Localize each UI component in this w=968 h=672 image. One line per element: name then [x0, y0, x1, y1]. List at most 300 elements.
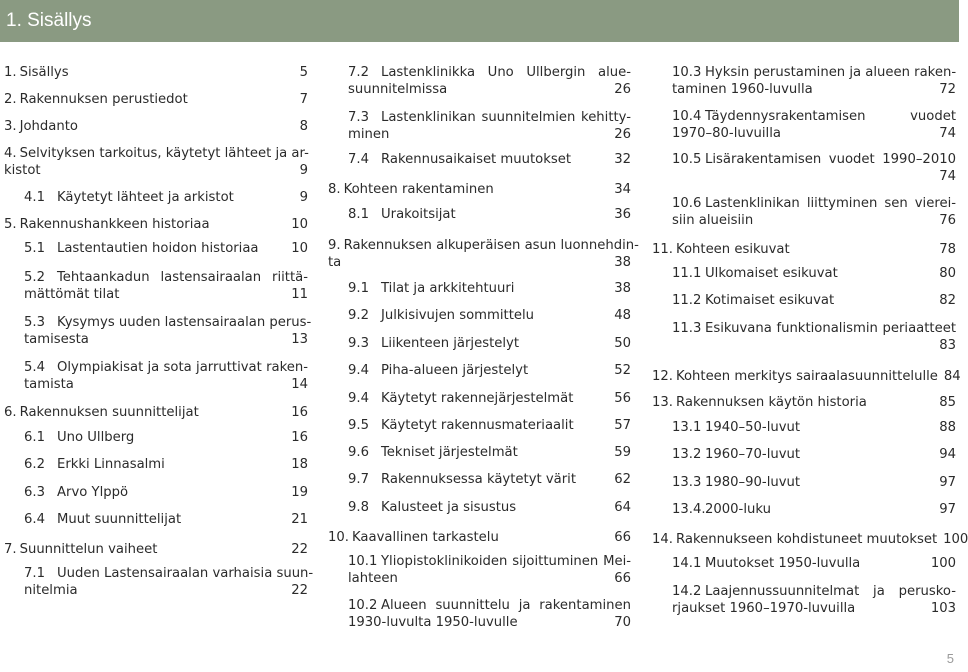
- toc-entry-text-wrap: [24, 566, 313, 581]
- toc-entry-text-wrap: [24, 484, 128, 501]
- toc-entry-title: Rakennuksessa käytetyt värit: [381, 472, 576, 487]
- toc-entry-title: Hyksin perustaminen ja alueen raken-: [705, 65, 957, 80]
- toc-entry-text-wrap: [348, 110, 631, 125]
- toc-entry-line: [672, 583, 956, 600]
- toc-entry-page: 10: [291, 241, 308, 256]
- toc-entry-line: [4, 118, 308, 135]
- toc-entry-page: 14: [291, 377, 308, 392]
- toc-entry-number: 9.7: [348, 472, 369, 487]
- toc-entry-line: [348, 206, 631, 223]
- toc-entry-line: [348, 109, 631, 126]
- toc-entry-text-wrap: [348, 206, 456, 223]
- toc-entry-page: 88: [939, 420, 956, 435]
- toc-entry[interactable]: [24, 511, 308, 528]
- toc-entry-page: 32: [614, 152, 631, 167]
- toc-entry[interactable]: [348, 335, 631, 352]
- toc-entry-text-wrap: [652, 241, 790, 258]
- toc-entry-page: 19: [291, 485, 308, 500]
- toc-entry[interactable]: [348, 499, 631, 516]
- toc-entry-text-wrap: [348, 471, 576, 488]
- toc-entry[interactable]: [4, 541, 308, 558]
- toc-entry-line: [348, 307, 631, 324]
- toc-entry[interactable]: [24, 456, 308, 473]
- toc-entry-number: 7.3: [348, 110, 369, 125]
- toc-entry-page: 64: [614, 500, 631, 515]
- toc-entry[interactable]: [24, 565, 314, 599]
- toc-entry-line: [24, 269, 308, 286]
- toc-entry-title: Ulkomaiset esikuvat: [705, 266, 838, 281]
- toc-entry[interactable]: [672, 292, 956, 309]
- toc-entry-number: 6.2: [24, 457, 45, 472]
- toc-entry-line: [348, 390, 631, 407]
- toc-entry-page: 18: [291, 457, 308, 472]
- toc-entry-text-wrap: [4, 146, 309, 161]
- toc-entry-text-wrap: [24, 429, 134, 446]
- toc-entry-text-wrap: [672, 81, 813, 98]
- toc-entry-number: 9.6: [348, 445, 369, 460]
- toc-entry-title: Arvo Ylppö: [57, 485, 129, 500]
- toc-entry-line: [672, 292, 956, 309]
- toc-entry-page: 26: [614, 127, 631, 142]
- toc-entry[interactable]: [4, 145, 308, 179]
- toc-entry-title: Kohteen esikuvat: [675, 242, 790, 257]
- toc-entry-number: 11.2: [672, 293, 702, 308]
- toc-entry-line: [672, 600, 956, 617]
- toc-entry-title: Tehtaankadun lastensairaalan riittä-: [57, 270, 308, 285]
- toc-entry-title: Erkki Linnasalmi: [57, 457, 165, 472]
- toc-entry[interactable]: [672, 446, 956, 463]
- toc-entry-line: [672, 501, 956, 518]
- toc-entry-title: Suunnittelun vaiheet: [19, 542, 158, 557]
- toc-entry-number: 10.3: [672, 65, 702, 80]
- toc-entry-line: [672, 320, 956, 337]
- toc-entry-text-wrap: [672, 125, 781, 142]
- toc-entry-number: 7.4: [348, 152, 369, 167]
- toc-entry-text-wrap: [348, 417, 574, 434]
- toc-entry-text-wrap: [348, 65, 631, 80]
- toc-entry[interactable]: [672, 419, 956, 436]
- toc-entry[interactable]: [348, 206, 631, 223]
- toc-entry-line: [4, 162, 308, 179]
- toc-entry[interactable]: [328, 181, 631, 198]
- toc-entry-text-wrap: [24, 376, 74, 393]
- toc-entry-text-wrap: [4, 64, 69, 81]
- toc-entry[interactable]: [4, 64, 308, 81]
- toc-entry-line: [328, 237, 639, 254]
- toc-entry-text-wrap: [672, 265, 838, 282]
- toc-entry-number: 10.5: [672, 152, 702, 167]
- toc-entry-page: 83: [939, 338, 956, 353]
- toc-entry-number: 13.3: [672, 475, 702, 490]
- toc-entry-number: 6.1: [24, 430, 45, 445]
- toc-entry-title: Rakennuksen perustiedot: [19, 92, 188, 107]
- toc-entry[interactable]: [348, 109, 631, 143]
- toc-entry[interactable]: [672, 195, 956, 229]
- toc-entry-page: 56: [614, 391, 631, 406]
- toc-entry-text-wrap: [348, 362, 528, 379]
- toc-entry[interactable]: [4, 404, 308, 421]
- toc-entry[interactable]: [348, 553, 631, 587]
- toc-entry-text-wrap: [4, 118, 78, 135]
- toc-entry-number: 6.4: [24, 512, 45, 527]
- toc-entry[interactable]: [348, 362, 631, 379]
- toc-entry-number: 14.: [652, 532, 673, 547]
- toc-entry-number: 10.2: [348, 598, 378, 613]
- toc-entry-text-wrap: [24, 331, 89, 348]
- toc-entry-title: Rakennuksen alkuperäisen asun luonnehdin-: [343, 238, 639, 253]
- toc-entry-text-wrap: [672, 555, 860, 572]
- toc-entry-page: 22: [291, 583, 308, 598]
- toc-entry[interactable]: [24, 429, 308, 446]
- toc-entry[interactable]: [24, 359, 308, 393]
- toc-entry-number: 6.: [4, 405, 17, 420]
- toc-entry-page: 84: [943, 369, 961, 384]
- toc-entry-line: [348, 64, 631, 81]
- toc-entry-number: 7.2: [348, 65, 369, 80]
- toc-entry-line: [4, 91, 308, 108]
- toc-entry-line: [24, 565, 314, 582]
- toc-entry-line: [672, 81, 956, 98]
- toc-entry[interactable]: [4, 118, 308, 135]
- toc-entry-title: Muutokset 1950-luvulla: [705, 556, 861, 571]
- toc-entry[interactable]: [24, 269, 308, 303]
- toc-entry-text-wrap: [4, 541, 157, 558]
- toc-entry-page: 97: [939, 475, 956, 490]
- toc-entry-line: [24, 376, 308, 393]
- toc-entry-title: Urakoitsijat: [381, 207, 456, 222]
- toc-entry-page: 85: [939, 395, 956, 410]
- toc-entry[interactable]: [328, 237, 639, 271]
- toc-entry-number: 11.3: [672, 321, 702, 336]
- toc-entry-line: [348, 335, 631, 352]
- toc-entry-number: 13.1: [672, 420, 702, 435]
- toc-entry-title: minen: [348, 127, 390, 142]
- toc-entry-number: 10.: [328, 530, 349, 545]
- toc-entry-line: [24, 359, 308, 376]
- toc-entry-title: siin alueisiin: [672, 213, 754, 228]
- toc-entry-title: Kysymys uuden lastensairaalan perus-: [57, 315, 312, 330]
- toc-entry-page: 100: [930, 556, 956, 571]
- toc-entry-text-wrap: [672, 600, 855, 617]
- toc-entry[interactable]: [672, 108, 956, 142]
- toc-entry-text-wrap: [672, 152, 956, 167]
- toc-entry-text-wrap: [348, 554, 631, 569]
- toc-entry-line: [24, 456, 308, 473]
- toc-entry[interactable]: [672, 555, 956, 572]
- toc-entry-title: Rakennuksen käytön historia: [675, 395, 867, 410]
- toc-entry-line: [24, 286, 308, 303]
- toc-entry-page: 9: [299, 190, 308, 205]
- toc-entry-number: 2.: [4, 92, 17, 107]
- toc-entry-text-wrap: [652, 368, 938, 385]
- toc-entry-text-wrap: [672, 501, 771, 518]
- toc-entry-title: Sisällys: [19, 65, 69, 80]
- toc-entry[interactable]: [348, 151, 631, 168]
- toc-entry-text-wrap: [672, 474, 800, 491]
- toc-entry-line: [328, 529, 631, 546]
- toc-entry-number: 5.1: [24, 241, 45, 256]
- toc-entry[interactable]: [348, 471, 631, 488]
- toc-entry-line: [24, 331, 308, 348]
- toc-entry[interactable]: [348, 64, 631, 98]
- toc-entry-text-wrap: [348, 499, 516, 516]
- toc-entry-text-wrap: [348, 280, 514, 297]
- toc-entry-line: [348, 151, 631, 168]
- toc-entry-text-wrap: [24, 511, 181, 528]
- toc-entry-title: Johdanto: [19, 119, 78, 134]
- toc-entry-page: 94: [939, 447, 956, 462]
- toc-entry[interactable]: [24, 240, 308, 257]
- toc-entry[interactable]: [672, 151, 956, 185]
- toc-entry[interactable]: [672, 501, 956, 518]
- toc-entry[interactable]: [24, 314, 312, 348]
- toc-entry[interactable]: [348, 307, 631, 324]
- toc-entry-page: 74: [939, 169, 956, 184]
- toc-entry-title: 1930-luvulta 1950-luvulle: [348, 615, 518, 630]
- toc-entry-line: [672, 265, 956, 282]
- toc-entry-title: Rakennukseen kohdistuneet muutokset: [675, 532, 938, 547]
- toc-entry-page: 66: [614, 571, 631, 586]
- toc-entry-number: 9.5: [348, 418, 369, 433]
- toc-entry-page: 57: [614, 418, 631, 433]
- toc-entry-number: 13.4.: [672, 502, 706, 517]
- toc-entry-title: Rakennushankkeen historiaa: [19, 217, 210, 232]
- toc-entry-title: mättömät tilat: [24, 287, 120, 302]
- toc-entry-line: [672, 555, 956, 572]
- toc-entry[interactable]: [652, 531, 968, 548]
- toc-entry-line: [24, 484, 308, 501]
- toc-entry-number: 9.8: [348, 500, 369, 515]
- toc-entry[interactable]: [672, 474, 956, 491]
- toc-entry-text-wrap: [348, 598, 631, 613]
- toc-entry-title: Rakennusaikaiset muutokset: [381, 152, 572, 167]
- toc-entry-title: Laajennussuunnitelmat ja perusko-: [705, 584, 956, 599]
- toc-entry[interactable]: [672, 265, 956, 282]
- toc-entry-title: Liikenteen järjestelyt: [381, 336, 519, 351]
- toc-entry-number: 1.: [4, 65, 17, 80]
- toc-entry-number: 5.4: [24, 360, 45, 375]
- toc-entry-title: Kalusteet ja sisustus: [381, 500, 517, 515]
- toc-entry-number: 13.2: [672, 447, 702, 462]
- toc-entry[interactable]: [348, 444, 631, 461]
- toc-entry-line: [348, 499, 631, 516]
- toc-entry-page: 103: [930, 601, 956, 616]
- toc-entry-text-wrap: [348, 151, 571, 168]
- toc-entry-line: [24, 511, 308, 528]
- toc-entry[interactable]: [24, 189, 308, 206]
- toc-entry-line: [24, 240, 308, 257]
- toc-entry-title: Kaavallinen tarkastelu: [351, 530, 499, 545]
- toc-entry-text-wrap: [672, 109, 956, 124]
- toc-entry-text-wrap: [328, 238, 639, 253]
- toc-entry-text-wrap: [672, 292, 834, 309]
- toc-entry-title: Käytetyt rakennusmateriaalit: [381, 418, 574, 433]
- toc-entry[interactable]: [4, 216, 308, 233]
- toc-entry[interactable]: [672, 583, 956, 617]
- toc-entry-number: 13.: [652, 395, 673, 410]
- toc-entry[interactable]: [672, 320, 956, 354]
- toc-entry-text-wrap: [24, 456, 165, 473]
- toc-entry-line: [24, 429, 308, 446]
- toc-entry-line: [328, 181, 631, 198]
- toc-entry-text-wrap: [348, 307, 534, 324]
- toc-entry-title: Lisärakentamisen vuodet 1990–2010: [705, 152, 956, 167]
- toc-entry-text-wrap: [348, 126, 389, 143]
- toc-entry-number: 5.2: [24, 270, 45, 285]
- toc-entry-page: 9: [299, 163, 308, 178]
- toc-entry-number: 9.4: [348, 391, 369, 406]
- toc-entry-line: [348, 614, 631, 631]
- toc-entry-page: 100: [943, 532, 968, 547]
- toc-entry-line: [672, 151, 956, 168]
- toc-entry[interactable]: [348, 597, 631, 631]
- toc-entry-title: Olympiakisat ja sota jarruttivat raken-: [57, 360, 308, 375]
- toc-entry-title: kistot: [4, 163, 41, 178]
- toc-entry-line: [672, 212, 956, 229]
- toc-entry[interactable]: [24, 484, 308, 501]
- toc-entry[interactable]: [652, 241, 956, 258]
- toc-entry-number: 12.: [652, 369, 673, 384]
- toc-entry-page: 7: [299, 92, 308, 107]
- toc-entry-number: 4.: [4, 146, 17, 161]
- toc-entry-number: 14.2: [672, 584, 702, 599]
- toc-entry-number: 5.3: [24, 315, 45, 330]
- toc-entry-text-wrap: [652, 531, 937, 548]
- toc-entry-title: 2000-luku: [705, 502, 771, 517]
- toc-entry-title: tamista: [24, 377, 74, 392]
- toc-entry-text-wrap: [328, 254, 341, 271]
- toc-entry-title: Alueen suunnittelu ja rakentaminen: [381, 598, 631, 613]
- toc-entry-line: [672, 446, 956, 463]
- toc-entry-number: 9.: [328, 238, 341, 253]
- toc-entry-title: ta: [328, 255, 342, 270]
- toc-entry-page: 5: [299, 65, 308, 80]
- toc-entry-text-wrap: [348, 614, 518, 631]
- toc-entry[interactable]: [652, 394, 956, 411]
- toc-entry-title: Lastenklinikan suunnitelmien kehitty-: [381, 110, 631, 125]
- toc-entry-title: Selvityksen tarkoitus, käytetyt lähteet ja ar-: [19, 146, 309, 161]
- toc-entry-title: Tekniset järjestelmät: [381, 445, 518, 460]
- toc-entry-line: [652, 531, 968, 548]
- toc-entry-number: 11.1: [672, 266, 702, 281]
- toc-entry-title: Rakennuksen suunnittelijat: [19, 405, 199, 420]
- toc-entry-number: 6.3: [24, 485, 45, 500]
- toc-entry-text-wrap: [4, 216, 210, 233]
- toc-entry-page: 80: [939, 266, 956, 281]
- toc-entry[interactable]: [652, 368, 961, 385]
- section-header: [0, 0, 959, 42]
- toc-entry-text-wrap: [4, 404, 199, 421]
- toc-entry-page: 59: [614, 445, 631, 460]
- toc-entry-number: 9.3: [348, 336, 369, 351]
- toc-entry[interactable]: [348, 280, 631, 297]
- toc-entry-line: [348, 417, 631, 434]
- toc-entry-title: Yliopistoklinikoiden sijoittuminen Mei-: [381, 554, 631, 569]
- toc-entry-line: [348, 81, 631, 98]
- toc-entry-line: [24, 189, 308, 206]
- toc-entry-text-wrap: [24, 189, 234, 206]
- toc-entry-line: [348, 553, 631, 570]
- toc-entry-line: [328, 254, 631, 271]
- toc-entry-number: 8.: [328, 182, 341, 197]
- toc-entry-title: Lastenklinikan liittyminen sen vierei-: [705, 196, 956, 211]
- toc-entry-text-wrap: [672, 196, 956, 211]
- toc-entry-title: lahteen: [348, 571, 398, 586]
- toc-entry-page: 76: [939, 213, 956, 228]
- toc-entry-title: Kotimaiset esikuvat: [705, 293, 835, 308]
- toc-entry-number: 7.1: [24, 566, 45, 581]
- toc-entry[interactable]: [672, 64, 956, 98]
- toc-entry-page: 34: [614, 182, 631, 197]
- toc-entry-title: Uno Ullberg: [57, 430, 135, 445]
- toc-entry[interactable]: [4, 91, 308, 108]
- toc-entry-title: 1970–80-luvuilla: [672, 126, 781, 141]
- toc-entry-page: 8: [299, 119, 308, 134]
- toc-entry-page: 16: [291, 430, 308, 445]
- toc-entry-text-wrap: [348, 444, 518, 461]
- toc-entry-text-wrap: [672, 65, 956, 80]
- toc-entry-line: [672, 168, 956, 185]
- toc-entry-title: Tilat ja arkkitehtuuri: [381, 281, 515, 296]
- toc-entry-number: 14.1: [672, 556, 702, 571]
- toc-entry-title: Julkisivujen sommittelu: [381, 308, 535, 323]
- toc-entry[interactable]: [348, 417, 631, 434]
- toc-entry-text-wrap: [328, 181, 494, 198]
- toc-entry-number: 5.: [4, 217, 17, 232]
- toc-entry-number: 11.: [652, 242, 673, 257]
- toc-entry-title: Lastenklinikka Uno Ullbergin alue-: [381, 65, 631, 80]
- toc-entry-title: 1980–90-luvut: [705, 475, 801, 490]
- toc-entry-page: 70: [614, 615, 631, 630]
- toc-entry-title: Käytetyt lähteet ja arkistot: [57, 190, 234, 205]
- toc-entry-line: [672, 125, 956, 142]
- toc-entry-text-wrap: [672, 584, 956, 599]
- toc-entry-title: 1940–50-luvut: [705, 420, 801, 435]
- toc-entry-line: [4, 404, 308, 421]
- toc-entry-page: 10: [291, 217, 308, 232]
- toc-entry-number: 7.: [4, 542, 17, 557]
- toc-entry-text-wrap: [672, 321, 956, 336]
- toc-entry-title: Piha-alueen järjestelyt: [381, 363, 529, 378]
- toc-entry-line: [348, 597, 631, 614]
- toc-entry[interactable]: [328, 529, 631, 546]
- toc-entry-page: 50: [614, 336, 631, 351]
- toc-entry-line: [348, 471, 631, 488]
- toc-entry-title: tamisesta: [24, 332, 89, 347]
- toc-entry-text-wrap: [24, 582, 78, 599]
- toc-entry-number: 10.6: [672, 196, 702, 211]
- toc-entry-number: 8.1: [348, 207, 369, 222]
- toc-entry-text-wrap: [24, 286, 119, 303]
- toc-entry-title: Kohteen rakentaminen: [343, 182, 494, 197]
- toc-entry-text-wrap: [4, 162, 41, 179]
- toc-entry-text-wrap: [24, 360, 308, 375]
- toc-entry-line: [672, 337, 956, 354]
- page-title: 1. Sisällys: [6, 10, 92, 31]
- toc-entry-title: Lastentautien hoidon historiaa: [57, 241, 259, 256]
- toc-entry-page: 66: [614, 530, 631, 545]
- toc-entry[interactable]: [348, 390, 631, 407]
- toc-entry-title: taminen 1960-luvulla: [672, 82, 813, 97]
- toc-entry-text-wrap: [652, 394, 867, 411]
- toc-entry-text-wrap: [672, 212, 753, 229]
- toc-entry-line: [4, 145, 308, 162]
- toc-entry-title: nitelmia: [24, 583, 78, 598]
- toc-entry-text-wrap: [24, 315, 311, 330]
- toc-entry-page: 62: [614, 472, 631, 487]
- toc-entry-page: 74: [939, 126, 956, 141]
- toc-entry-text-wrap: [24, 240, 259, 257]
